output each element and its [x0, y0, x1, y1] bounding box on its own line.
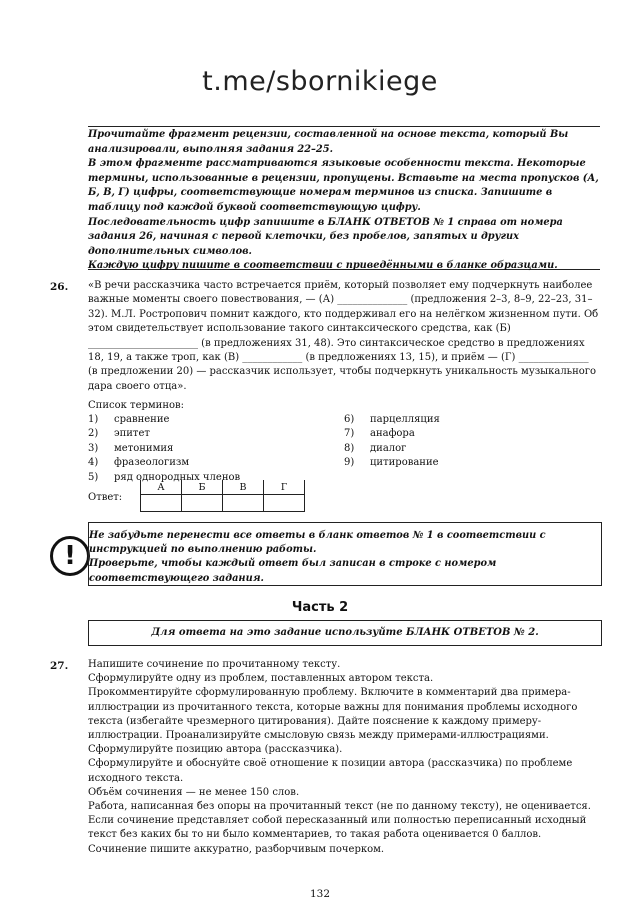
warning-2: Проверьте, чтобы каждый ответ был записан в строке с номером соответствующего задания.	[89, 558, 497, 584]
essay-line: Сформулируйте одну из проблем, поставленных автором текста.	[88, 673, 434, 685]
instruction-3: Последовательность цифр запишите в БЛАНК ОТВЕТОВ № 1 справа от номера задания 26, начиная с первой клеточки, без пробелов, запятых и других дополнительных символов.	[88, 216, 563, 257]
watermark: t.me/sbornikiege	[202, 66, 438, 97]
part2-note: Для ответа на это задание используйте БЛАНК ОТВЕТОВ № 2.	[88, 620, 602, 646]
question-27-text	[88, 658, 600, 857]
term-number: 6)	[344, 414, 355, 425]
instruction-2: В этом фрагменте рассматриваются языковые особенности текста. Некоторые термины, использованные в рецензии, пропущены. Вставьте на места пропусков (А, Б, В, Г) цифры, соответствующие номерам терминов из списка. Запишите в таблицу под каждой буквой соответствующую цифру.	[88, 158, 599, 213]
term-number: 2)	[88, 428, 99, 440]
term-text: ряд однородных членов	[114, 471, 241, 483]
term-item	[344, 427, 594, 441]
essay-line: Сформулируйте позицию автора (рассказчика).	[88, 744, 343, 756]
answer-table	[140, 480, 305, 512]
essay-line: Сочинение пишите аккуратно, разборчивым почерком.	[88, 843, 385, 855]
term-number: 3)	[88, 442, 99, 454]
term-item	[344, 456, 594, 470]
term-number: 8)	[344, 442, 355, 454]
essay-line: Прокомментируйте сформулированную проблему. Включите в комментарий два примера-иллюстрации из прочитанного текста, которые важны для понимания проблемы исходного текста (избегайте чрезмерного цитирования). Дайте пояснение к каждому примеру-иллюстрации. Проанализируйте смысловую связь между примерами-иллюстрациями.	[88, 687, 578, 742]
term-number: 4)	[88, 457, 99, 469]
term-number: 1)	[88, 414, 99, 425]
essay-line: Напишите сочинение по прочитанному тексту.	[88, 659, 341, 670]
essay-line: Работа, написанная без опоры на прочитанный текст (не по данному тексту), не оценивается. Если сочинение представляет собой пересказанный или полностью переписанный исходный текст без каких бы то ни было комментариев, то такая работа оценивается 0 баллов.	[88, 801, 591, 841]
answer-cell-a[interactable]	[141, 495, 182, 512]
essay-line: Объём сочинения — не менее 150 слов.	[88, 786, 300, 798]
terms-title: Список терминов:	[88, 400, 185, 411]
term-item	[344, 442, 594, 456]
terms-left-column	[88, 413, 338, 485]
part2-title: Часть 2	[291, 600, 349, 615]
page-number: 132	[309, 888, 331, 900]
term-item	[88, 456, 338, 470]
answer-label: Ответ:	[88, 492, 123, 503]
term-text: фразеологизм	[114, 457, 190, 469]
question-26-text	[88, 279, 600, 394]
term-text: сравнение	[114, 414, 170, 425]
term-text: цитирование	[370, 457, 439, 469]
term-item	[88, 442, 338, 456]
term-text: метонимия	[114, 442, 174, 454]
answer-cell-g[interactable]	[264, 495, 305, 512]
answer-letter-a: А	[141, 480, 182, 495]
instruction-1: Прочитайте фрагмент рецензии, составленной на основе текста, который Вы анализировали, выполняя задания 22–25.	[88, 129, 569, 155]
term-text: диалог	[370, 442, 407, 454]
terms-right-column	[344, 413, 594, 471]
warning-box	[88, 522, 602, 586]
term-item	[88, 427, 338, 441]
question-26-number: 26.	[50, 281, 69, 293]
answer-cell-v[interactable]	[223, 495, 264, 512]
instruction-4: Каждую цифру пишите в соответствии с приведёнными в бланке образцами.	[88, 260, 558, 272]
term-item	[344, 413, 594, 427]
essay-line: Сформулируйте и обоснуйте своё отношение к позиции автора (рассказчика) по проблеме исходного текста.	[88, 758, 573, 784]
answer-cell-b[interactable]	[182, 495, 223, 512]
term-number: 5)	[88, 471, 99, 483]
question-27-number: 27.	[50, 660, 69, 672]
term-text: парцелляция	[370, 414, 440, 425]
warning-1: Не забудьте перенести все ответы в бланк ответов № 1 в соответствии с инструкцией по выполнению работы.	[89, 530, 546, 556]
answer-letter-v: В	[223, 480, 264, 495]
term-number: 9)	[344, 457, 355, 469]
question-26-passage: «В речи рассказчика часто встречается приём, который позволяет ему подчеркнуть наиболее важные моменты своего повествования, — (А) ______________ (предложения 2–3, 8–9, 22–23, 31–32). М.Л. Ростропович помнит каждого, кто поддерживал его на нелёгком жизненном пути. Об этом свидетельствует использование такого синтаксического средства, как (Б) ______________________ (в предложениях 31, 48). Это синтаксическое средство в предложениях 18, 19, а также троп, как (В) ____________ (в предложениях 13, 15), и приём — (Г) ______________ (в предложении 20) — рассказчик использует, чтобы подчеркнуть уникальность музыкального дара своего отца».	[88, 280, 599, 392]
term-number: 7)	[344, 428, 355, 440]
term-text: эпитет	[114, 428, 150, 440]
exclamation-icon: !	[50, 536, 90, 576]
answer-letter-b: Б	[182, 480, 223, 495]
term-text: анафора	[370, 428, 415, 440]
answer-letter-g: Г	[264, 480, 305, 495]
instructions-box	[88, 126, 600, 270]
term-item	[88, 413, 338, 427]
